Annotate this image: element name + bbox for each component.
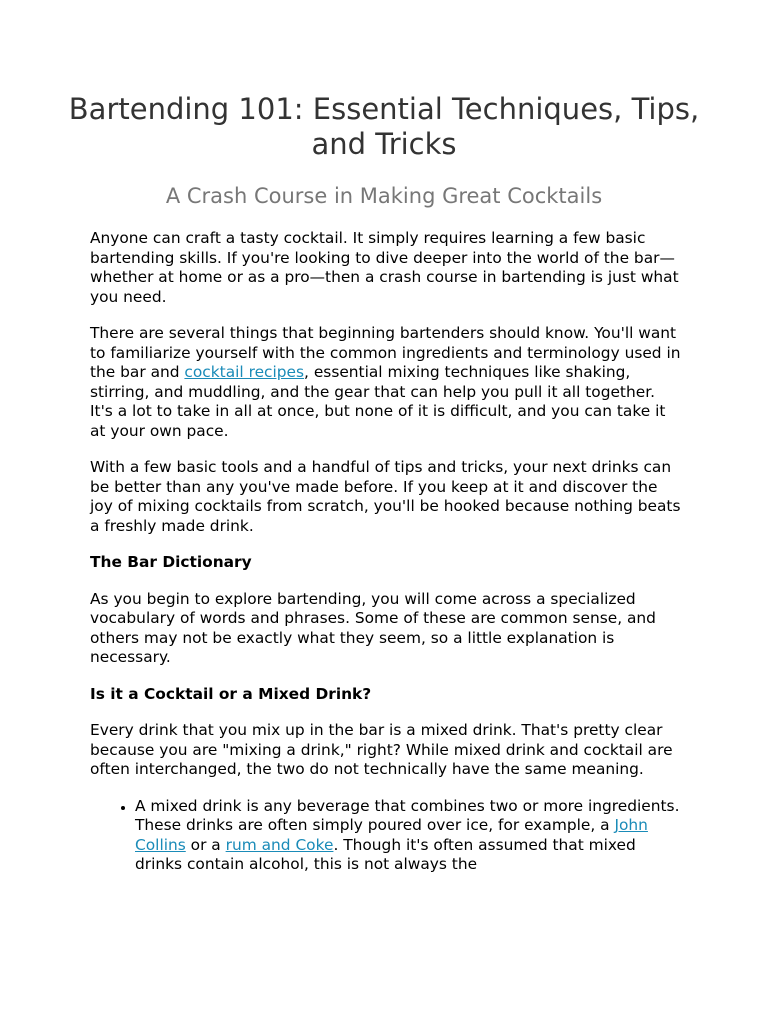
rum-and-coke-link[interactable]: rum and Coke <box>225 835 334 854</box>
bullet-text-end: . Though it's often assumed that mixed drinks contain alcohol, this is not always the <box>135 835 636 873</box>
intro-paragraph-1: Anyone can craft a tasty cocktail. It simply requires learning a few basic bartending skills. If you're looking to dive deeper into the world of the bar—whether at home or as a pro—then a crash course in bartending is just what you need. <box>90 229 679 306</box>
intro-paragraph-2-text-start: There are several things that beginning bartenders should know. You'll want to familiarize yourself with the common ingredients and terminology used in the bar and <box>90 324 681 381</box>
article-body <box>90 229 682 875</box>
page-title: Bartending 101: Essential Techniques, Tips, and Tricks <box>68 92 700 161</box>
bullet-text-start: A mixed drink is any beverage that combines two or more ingredients. These drinks are often simply poured over ice, for example, a <box>135 796 680 834</box>
cocktail-recipes-link[interactable]: cocktail recipes <box>184 363 305 381</box>
bar-dictionary-heading: The Bar Dictionary <box>90 553 252 571</box>
bar-dictionary-paragraph: As you begin to explore bartending, you will come across a specialized vocabulary of words and phrases. Some of these are common sense, and others may not be exactly what they seem, so a little explanation is necessary. <box>90 589 656 666</box>
page-subtitle: A Crash Course in Making Great Cocktails <box>165 184 603 208</box>
list-item <box>135 797 682 875</box>
intro-paragraph-2-text-end: , essential mixing techniques like shaking, stirring, and muddling, and the gear that can help you pull it all together. It's a lot to take in all at once, but none of it is difficult, and you can take it at your own pace. <box>90 363 666 440</box>
mixed-drink-list <box>90 797 682 875</box>
intro-paragraph-3: With a few basic tools and a handful of tips and tricks, your next drinks can be better than any you've made before. If you keep at it and discover the joy of mixing cocktails from scratch, you'll be hooked because nothing beats a freshly made drink. <box>90 458 681 535</box>
intro-paragraph-2 <box>90 324 682 441</box>
cocktail-vs-mixed-paragraph: Every drink that you mix up in the bar is a mixed drink. That's pretty clear because you are "mixing a drink," right? While mixed drink and cocktail are often interchanged, the two do not technically have the same meaning. <box>90 721 673 778</box>
john-collins-link[interactable]: John Collins <box>135 816 648 854</box>
cocktail-vs-mixed-heading: Is it a Cocktail or a Mixed Drink? <box>90 684 372 703</box>
bullet-text-middle: or a <box>185 835 226 854</box>
